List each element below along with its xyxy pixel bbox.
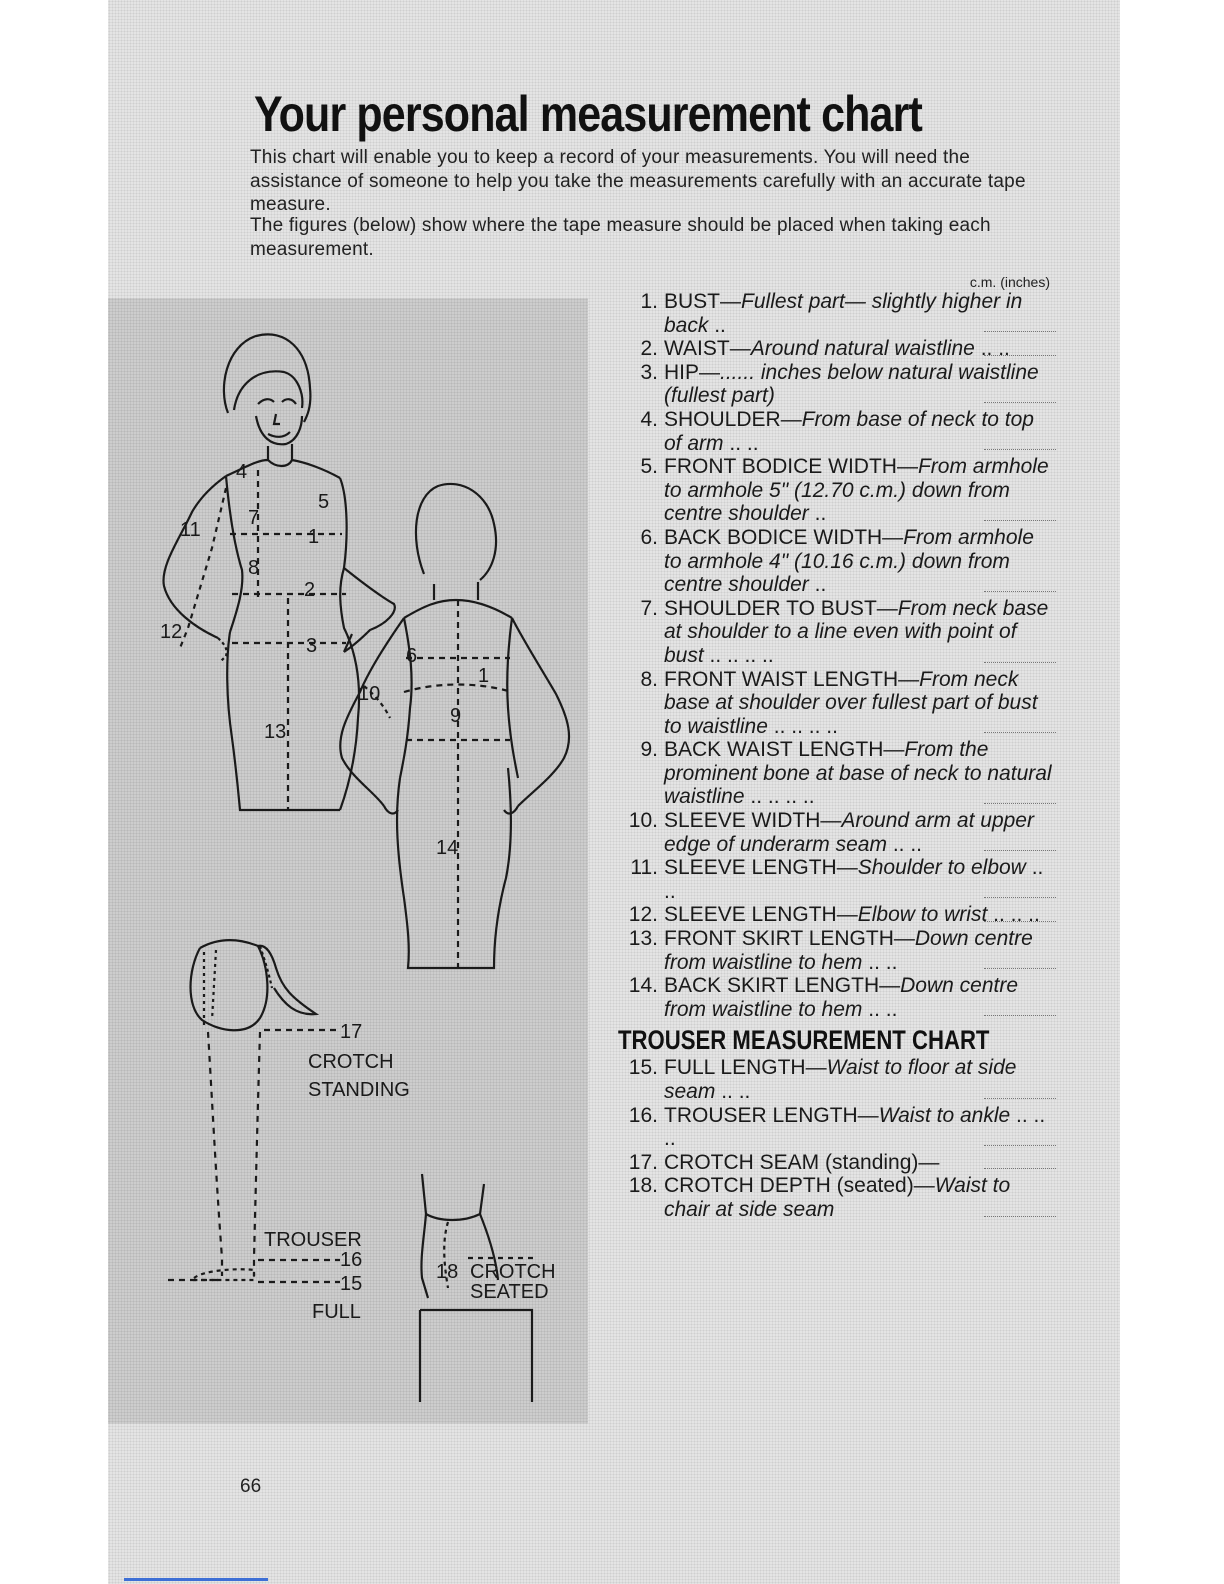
item-name: BACK WAIST LENGTH— <box>664 738 905 762</box>
item-description: Around natural waistline <box>750 337 975 361</box>
item-description: Down centre from waistline to hem <box>664 974 1019 1021</box>
measurement-blank-line <box>984 921 1056 922</box>
item-name: SHOULDER TO BUST— <box>664 596 898 620</box>
item-number: 4. <box>640 407 658 431</box>
trousers-label-standing: STANDING <box>308 1079 410 1101</box>
measurement-blank-line <box>984 850 1056 851</box>
item-text <box>664 1104 1056 1151</box>
item-number: 14. <box>628 974 658 998</box>
trousers-label-crotch: CROTCH <box>308 1051 394 1073</box>
item-name: FRONT BODICE WIDTH— <box>664 455 918 479</box>
seated-label-18: 18 <box>436 1261 459 1283</box>
measurement-item <box>612 1151 1056 1175</box>
back-label-14: 14 <box>436 837 459 859</box>
front-label-4: 4 <box>236 461 248 483</box>
item-number: 8. <box>640 667 658 691</box>
item-leader-dots: .. .. .. <box>993 903 1040 927</box>
trouser-chart-heading: TROUSER MEASUREMENT CHART <box>618 1025 990 1056</box>
item-name: HIP— <box>664 360 721 384</box>
measurement-blank-line <box>984 331 1056 332</box>
item-leader-dots: .. <box>814 502 827 526</box>
item-name: CROTCH SEAM (standing)— <box>664 1150 940 1174</box>
front-label-5: 5 <box>318 491 330 513</box>
item-description: Waist to chair at side seam <box>664 1174 1011 1221</box>
item-text <box>664 1056 1056 1103</box>
item-leader-dots: .. .. <box>868 997 898 1021</box>
item-text <box>664 337 1056 361</box>
page-number: 66 <box>240 1476 262 1497</box>
measurement-blank-line <box>984 355 1056 356</box>
measurement-blank-line <box>984 1015 1056 1016</box>
item-number: 11. <box>630 856 658 880</box>
measurement-blank-line <box>984 591 1056 592</box>
measurement-item <box>612 856 1056 903</box>
measurement-list <box>612 290 1056 1222</box>
item-name: BUST— <box>664 290 742 313</box>
measurement-item <box>612 974 1056 1021</box>
item-description: Fullest part— slightly higher in back <box>664 290 1023 337</box>
item-name: SLEEVE LENGTH— <box>664 856 858 880</box>
measurement-item <box>612 903 1056 927</box>
front-label-13: 13 <box>264 721 287 743</box>
trousers-label-17: 17 <box>340 1021 363 1043</box>
item-name: FULL LENGTH— <box>664 1056 827 1080</box>
item-leader-dots: .. .. <box>892 832 922 856</box>
measurement-blank-line <box>984 662 1056 663</box>
item-leader-dots: .. .. <box>664 856 1044 903</box>
item-name: TROUSER LENGTH— <box>664 1103 879 1127</box>
item-name: SLEEVE WIDTH— <box>664 809 842 833</box>
measurement-item <box>612 809 1056 856</box>
item-text <box>664 455 1056 526</box>
measurement-item <box>612 1174 1056 1221</box>
item-text <box>664 1174 1056 1221</box>
item-description: From the prominent bone at base of neck to natural waistline <box>664 738 1052 809</box>
item-leader-dots: .. .. <box>868 950 898 974</box>
item-name: CROTCH DEPTH (seated)— <box>664 1174 935 1198</box>
measurement-item <box>612 668 1056 739</box>
measurement-item <box>612 361 1056 408</box>
item-text <box>664 927 1056 974</box>
item-name: FRONT WAIST LENGTH— <box>664 667 920 691</box>
item-leader-dots: .. .. <box>729 431 759 455</box>
front-label-11: 11 <box>180 519 201 541</box>
item-name: SLEEVE LENGTH— <box>664 903 858 927</box>
measurement-blank-line <box>984 1145 1056 1146</box>
item-description: From base of neck to top of arm <box>664 407 1034 455</box>
item-number: 16. <box>628 1103 658 1127</box>
measurement-item <box>612 1104 1056 1151</box>
seated-label-crotch: CROTCH <box>470 1261 556 1283</box>
measurement-item <box>612 738 1056 809</box>
front-label-7: 7 <box>248 507 260 529</box>
measurement-blank-line <box>984 449 1056 450</box>
back-label-9: 9 <box>450 705 462 727</box>
measurement-blank-line <box>984 1168 1056 1169</box>
item-number: 15. <box>628 1056 658 1080</box>
measurement-blank-line <box>984 803 1056 804</box>
item-text <box>664 597 1056 668</box>
back-label-6: 6 <box>406 645 418 667</box>
item-leader-dots: .. .. .. .. <box>773 714 838 738</box>
item-name: BACK BODICE WIDTH— <box>664 525 904 549</box>
scan-artifact-line <box>124 1578 268 1581</box>
item-text <box>664 903 1056 927</box>
item-text <box>664 408 1056 455</box>
trousers-label-trouser: TROUSER <box>264 1229 362 1251</box>
unit-label: c.m. (inches) <box>969 274 1050 290</box>
measurement-item <box>612 290 1056 337</box>
item-description: From armhole to armhole 4" (10.16 c.m.) down from centre shoulder <box>664 525 1034 597</box>
item-leader-dots: .. .. .. .. <box>709 643 774 667</box>
measurement-item <box>612 927 1056 974</box>
item-name: SHOULDER— <box>664 407 802 431</box>
front-label-2: 2 <box>304 579 316 601</box>
intro-paragraph-1: This chart will enable you to keep a record of your measurements. You will need the assistance of someone to help you take the measurements carefully with an accurate tape measure. <box>250 147 1026 215</box>
item-description: Shoulder to elbow <box>857 856 1026 880</box>
item-description: From neck base at shoulder over fullest part of bust to waistline <box>664 667 1038 738</box>
item-name: FRONT SKIRT LENGTH— <box>664 927 915 951</box>
item-description: ...... inches below natural waistline (fullest part) <box>664 360 1039 408</box>
item-description: Around arm at upper edge of underarm seam <box>664 809 1034 856</box>
front-label-8: 8 <box>248 557 260 579</box>
trousers-label-16: 16 <box>340 1249 363 1271</box>
measurement-blank-line <box>984 732 1056 733</box>
item-number: 18. <box>628 1174 658 1198</box>
back-label-1: 1 <box>478 665 490 687</box>
item-number: 12. <box>628 903 658 927</box>
trousers-label-full: FULL <box>312 1301 361 1323</box>
front-label-3: 3 <box>306 635 318 657</box>
back-label-10: 10 <box>358 683 381 705</box>
item-number: 5. <box>640 455 658 479</box>
front-label-1: 1 <box>308 526 320 548</box>
item-text <box>664 974 1056 1021</box>
seated-label-seated: SEATED <box>470 1281 549 1303</box>
item-leader-dots: .. .. .. <box>664 1103 1046 1151</box>
item-text <box>664 668 1056 739</box>
item-number: 6. <box>640 525 658 549</box>
item-description: Waist to ankle <box>878 1103 1011 1127</box>
measurement-blank-line <box>984 897 1056 898</box>
item-number: 3. <box>640 360 658 384</box>
trousers-label-15: 15 <box>340 1273 363 1295</box>
item-description: Waist to floor at side seam <box>664 1056 1017 1103</box>
item-number: 17. <box>628 1150 658 1174</box>
item-text <box>664 738 1056 809</box>
item-leader-dots: .. .. <box>721 1080 751 1103</box>
item-number: 7. <box>640 596 658 620</box>
measurement-item <box>612 337 1056 361</box>
front-label-12: 12 <box>160 621 183 643</box>
measurement-blank-line <box>984 402 1056 403</box>
measurement-blank-line <box>984 1216 1056 1217</box>
item-text <box>664 361 1056 408</box>
item-number: 2. <box>640 337 658 361</box>
measurement-blank-line <box>984 520 1056 521</box>
measurement-figures <box>108 298 588 1424</box>
page-title: Your personal measurement chart <box>254 86 922 142</box>
item-text <box>664 856 1056 903</box>
item-description: From armhole to armhole 5" (12.70 c.m.) down from centre shoulder <box>664 455 1049 526</box>
trouser-measurement-items <box>612 1056 1056 1221</box>
item-leader-dots: .. .. .. .. <box>750 785 815 809</box>
item-description: Down centre from waistline to hem <box>664 927 1033 974</box>
item-name: WAIST— <box>664 337 751 361</box>
item-text <box>664 1151 1056 1175</box>
item-text <box>664 290 1056 337</box>
item-leader-dots: .. .. <box>980 337 1010 361</box>
item-description: Elbow to wrist <box>857 903 988 927</box>
item-number: 1. <box>640 290 658 313</box>
measurement-item <box>612 526 1056 597</box>
measurement-item <box>612 455 1056 526</box>
measurement-item <box>612 408 1056 455</box>
measurement-blank-line <box>984 1098 1056 1099</box>
item-leader-dots: .. <box>814 573 827 597</box>
body-measurement-items <box>612 290 1056 1021</box>
item-text <box>664 809 1056 856</box>
intro-paragraph-2: The figures (below) show where the tape measure should be placed when taking each measurement. <box>250 215 991 260</box>
measurement-item <box>612 1056 1056 1103</box>
item-number: 10. <box>628 809 658 833</box>
item-name: BACK SKIRT LENGTH— <box>664 974 901 998</box>
item-description: From neck base at shoulder to a line even with point of bust <box>664 596 1049 667</box>
item-number: 13. <box>628 927 658 951</box>
item-leader-dots: .. <box>714 313 726 337</box>
item-number: 9. <box>640 738 658 762</box>
item-text <box>664 526 1056 597</box>
measurement-blank-line <box>984 968 1056 969</box>
measurement-item <box>612 597 1056 668</box>
